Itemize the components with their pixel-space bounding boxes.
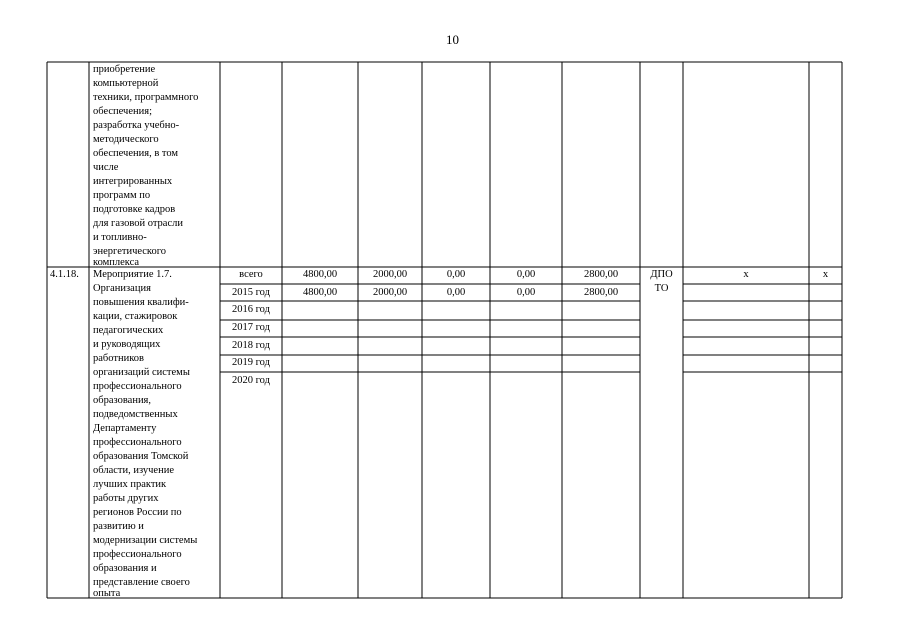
description-line: профессионального [93,549,182,560]
period-label: 2016 год [232,304,270,315]
period-label: 2020 год [232,375,270,386]
description-line: подведомственных [93,409,178,420]
description-line: Департаменту [93,423,157,434]
description-line: развитию и [93,521,144,532]
period-label: 2015 год [232,287,270,298]
description-line: и руководящих [93,339,161,350]
executor-line: ТО [654,283,669,294]
description-line: педагогических [93,325,164,336]
value-cell: 0,00 [446,269,466,280]
continuation-line: разработка учебно- [93,120,180,131]
value-cell: 0,00 [516,287,536,298]
description-line: работы других [93,493,159,504]
value-cell: 2800,00 [583,287,619,298]
page-number: 10 [446,32,459,47]
indicator-cell: х [743,269,749,280]
description-line: регионов России по [93,507,182,518]
description-line: организаций системы [93,367,190,378]
description-line: Мероприятие 1.7. [93,269,172,280]
continuation-line: обеспечения; [93,106,152,117]
continuation-line: интегрированных [93,176,173,187]
description-line: области, изучение [93,465,174,476]
description-line: повышения квалифи- [93,297,189,308]
description-line: образования и [93,563,157,574]
description-line: профессионального [93,437,182,448]
continuation-line: для газовой отрасли [93,218,183,229]
value-cell: 2000,00 [372,287,408,298]
value-cell: 4800,00 [302,287,338,298]
description-line: образования, [93,395,152,406]
description-line: представление своего [93,577,190,588]
period-label: 2018 год [232,340,270,351]
period-label: 2017 год [232,322,270,333]
continuation-line: методического [93,134,159,145]
value-cell: 0,00 [516,269,536,280]
row-number: 4.1.18. [50,269,79,280]
indicator-value-cell: х [822,269,829,280]
description-line: образования Томской [93,451,189,462]
description-line: опыта [93,588,121,599]
description-line: модернизации системы [93,535,198,546]
continuation-line: подготовке кадров [93,204,176,215]
value-cell: 2000,00 [372,269,408,280]
period-label: 2019 год [232,357,270,368]
continuation-line: техники, программного [93,92,199,103]
executor-line: ДПО [650,269,673,280]
continuation-line: комплекса [93,257,140,268]
continuation-line: энергетического [93,246,167,257]
continuation-line: программ по [93,190,151,201]
period-label: всего [239,269,263,280]
continuation-line: обеспечения, в том [93,148,179,159]
value-cell: 0,00 [446,287,466,298]
continuation-line: приобретение [93,64,156,75]
description-line: Организация [93,283,151,294]
description-line: лучших практик [93,479,167,490]
description-line: работников [93,353,144,364]
description-line: кации, стажировок [93,311,178,322]
continuation-line: компьютерной [93,78,159,89]
continuation-line: и топливно- [93,232,147,243]
description-line: профессионального [93,381,182,392]
value-cell: 4800,00 [302,269,338,280]
continuation-line: числе [93,162,119,173]
value-cell: 2800,00 [583,269,619,280]
